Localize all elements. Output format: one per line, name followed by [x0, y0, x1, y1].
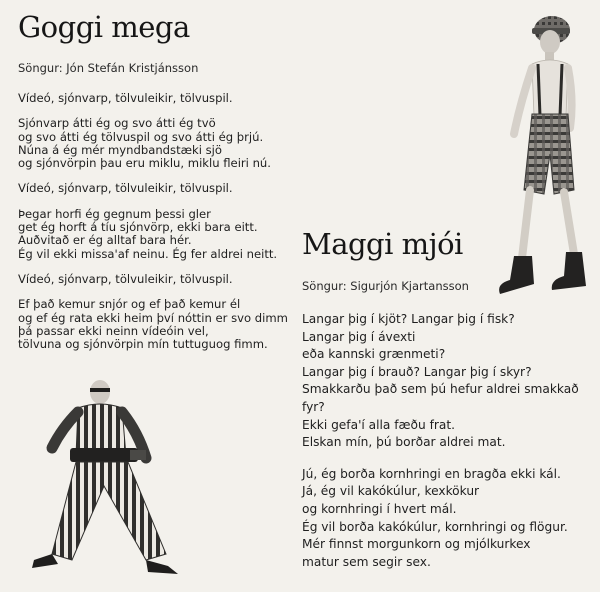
lyric-line: get ég horft á tíu sjónvörp, ekki bara eitt. [18, 220, 258, 235]
lyric-line: Ekki gefa'í alla fæðu frat. [302, 417, 455, 432]
singer-credit-goggi: Söngur: Jón Stefán Kristjánsson [18, 61, 199, 75]
lyric-line: og sjónvörpin þau eru miklu, miklu fleiri nú. [18, 156, 271, 171]
song-title-goggi-mega: Goggi mega [18, 10, 190, 44]
lyric-line: Elskan mín, þú borðar aldrei mat. [302, 435, 506, 450]
song-title-maggi-mjoi: Maggi mjói [302, 227, 463, 261]
lyric-line: tölvuna og sjónvörpin mín tuttuguog fimm. [18, 337, 268, 352]
lyric-line: Já, ég vil kakókúlur, kexkökur [302, 484, 480, 499]
lyric-line: Þegar horfi ég gegnum þessi gler [18, 206, 211, 221]
lyric-line: og svo átti ég tölvuspil og svo átti ég þrjú. [18, 129, 264, 144]
lyric-line: fyr? [302, 399, 325, 414]
lyric-stanza [18, 182, 288, 195]
lyric-line: Ég vil borða kakókúlur, kornhringi og flögur. [302, 519, 568, 534]
lyric-line: Vídeó, sjónvarp, tölvuleikir, tölvuspil. [18, 271, 233, 286]
lyric-line: Auðvitað er ég alltaf bara hér. [18, 233, 192, 248]
lyric-line: Ef það kemur snjór og ef það kemur él [18, 297, 241, 312]
lyric-stanza [18, 298, 288, 351]
lyric-line: Langar þig í kjöt? Langar þig í fisk? [302, 312, 515, 326]
lyric-line: Ég vil ekki missa'af neinu. Ég fer aldrei neitt. [18, 246, 278, 261]
lyric-line: og kornhringi í hvert mál. [302, 501, 457, 516]
lyric-stanza [302, 311, 579, 452]
lyric-line: þá passar ekki neinn vídeóin vel, [18, 323, 209, 338]
lyric-line: eða kannski grænmeti? [302, 347, 446, 362]
lyric-line: Langar þig í brauð? Langar þig í skyr? [302, 364, 532, 379]
lyric-line: Vídeó, sjónvarp, tölvuleikir, tölvuspil. [18, 181, 233, 196]
maggi-mjoi-photo [470, 4, 592, 304]
lyric-line: Sjónvarp átti ég og svo átti ég tvö [18, 116, 216, 131]
lyric-stanza [18, 117, 288, 170]
lyric-line: Mér finnst morgunkorn og mjólkurkex [302, 537, 531, 552]
lyric-line: og ef ég rata ekki heim því nóttin er svo dimm [18, 310, 288, 325]
lyric-stanza [18, 208, 288, 261]
lyric-line: Langar þig í ávexti [302, 329, 416, 344]
singer-credit-maggi: Söngur: Sigurjón Kjartansson [302, 279, 469, 293]
goggi-mega-photo [28, 374, 188, 580]
lyric-line: Vídeó, sjónvarp, tölvuleikir, tölvuspil. [18, 91, 233, 105]
lyric-line: Jú, ég borða kornhringi en bragða ekki kál. [302, 466, 561, 481]
lyric-stanza [18, 92, 288, 105]
lyric-line: Smakkarðu það sem þú hefur aldrei smakkað [302, 382, 579, 397]
lyric-stanza [18, 273, 288, 286]
lyric-line: Núna á ég mér myndbandstæki sjö [18, 142, 222, 157]
lyrics-goggi-mega [18, 92, 288, 363]
lyrics-maggi-mjoi [302, 311, 579, 585]
lyric-stanza [302, 466, 579, 572]
lyric-line: matur sem segir sex. [302, 554, 431, 569]
